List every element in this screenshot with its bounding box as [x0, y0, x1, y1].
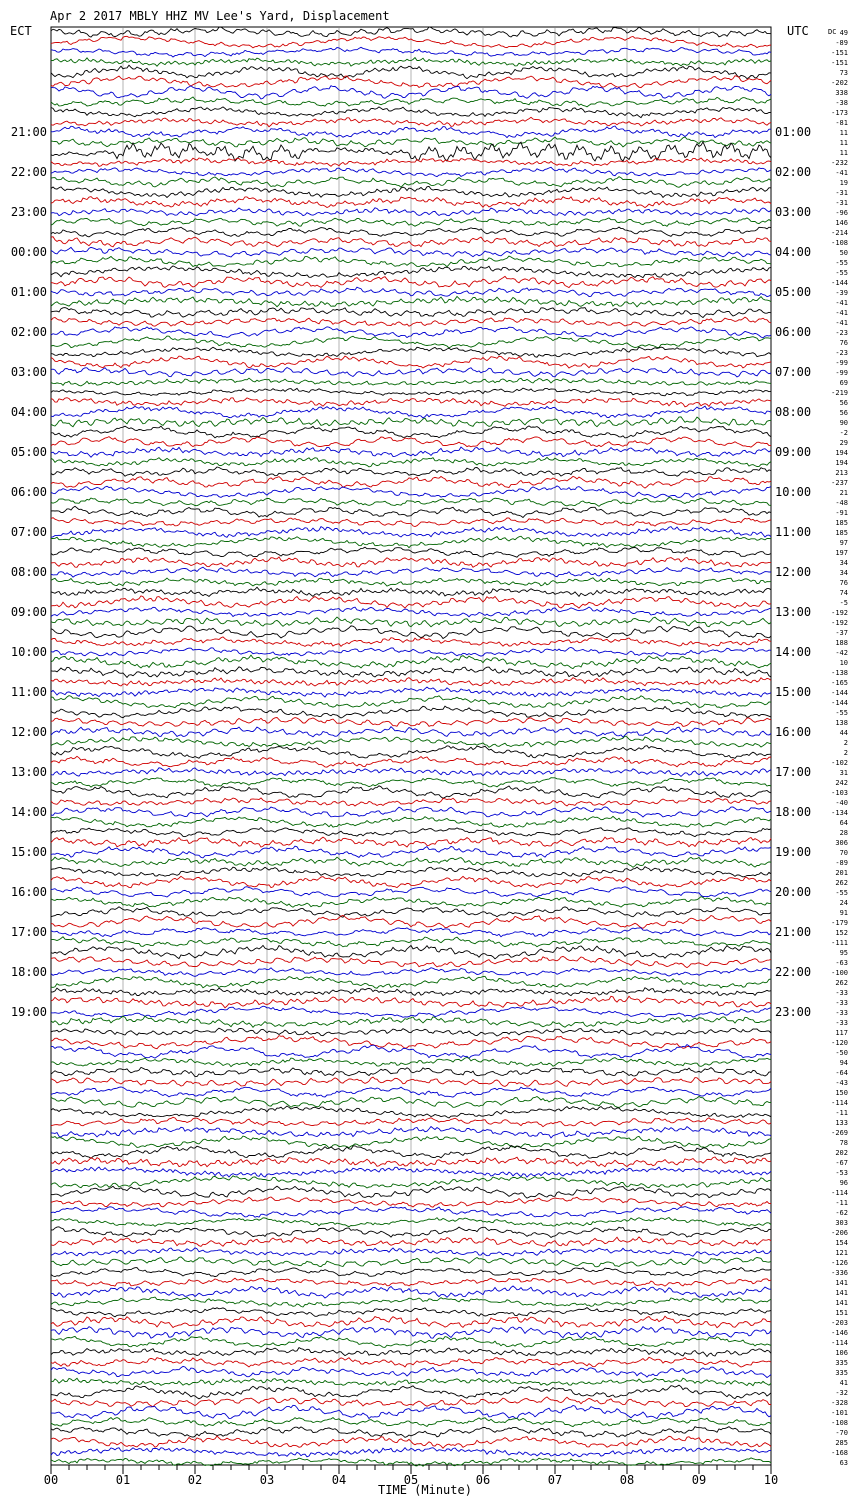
ect-hour-label: 11:00	[10, 685, 47, 699]
dc-offset-label: 63	[839, 1459, 848, 1467]
dc-offset-label: 21	[839, 489, 848, 497]
dc-offset-label: 2	[843, 739, 848, 747]
dc-offset-label: 50	[839, 249, 848, 257]
dc-offset-label: -33	[835, 999, 848, 1007]
dc-offset-label: 306	[835, 839, 848, 847]
dc-offset-label: 194	[835, 449, 848, 457]
x-tick-label: 04	[331, 1473, 347, 1487]
ect-hour-label: 14:00	[10, 805, 47, 819]
dc-offset-label: -31	[835, 199, 848, 207]
dc-offset-label: -5	[839, 599, 848, 607]
dc-offset-label: -41	[835, 169, 848, 177]
dc-offset-label: -81	[835, 119, 848, 127]
dc-offset-label: 197	[835, 549, 848, 557]
x-tick-label: 05	[403, 1473, 419, 1487]
ect-hour-label: 22:00	[10, 165, 47, 179]
dc-offset-label: -41	[835, 319, 848, 327]
utc-hour-label: 13:00	[775, 605, 812, 619]
dc-offset-label: -64	[835, 1069, 848, 1077]
ect-hour-label: 06:00	[10, 485, 47, 499]
ect-hour-label: 03:00	[10, 365, 47, 379]
dc-offset-label: 56	[839, 409, 848, 417]
utc-hour-label: 11:00	[775, 525, 812, 539]
dc-offset-label: 185	[835, 529, 848, 537]
dc-offset-label: 242	[835, 779, 848, 787]
dc-offset-label: 133	[835, 1119, 848, 1127]
dc-offset-label: 152	[835, 929, 848, 937]
x-axis-label: TIME (Minute)	[378, 1483, 472, 1497]
dc-offset-label: -43	[835, 1079, 848, 1087]
dc-offset-label: -70	[835, 1429, 848, 1437]
dc-offset-label: 106	[835, 1349, 848, 1357]
dc-offset-label: -42	[835, 649, 848, 657]
dc-offset-label: -192	[831, 619, 848, 627]
dc-offset-label: 94	[839, 1059, 848, 1067]
ect-hour-label: 16:00	[10, 885, 47, 899]
x-tick-label: 00	[43, 1473, 59, 1487]
dc-offset-label: -206	[831, 1229, 848, 1237]
dc-offset-label: 150	[835, 1089, 848, 1097]
dc-offset-label: 96	[839, 1179, 848, 1187]
utc-hour-label: 10:00	[775, 485, 812, 499]
dc-offset-label: 90	[839, 419, 848, 427]
ect-hour-label: 09:00	[10, 605, 47, 619]
utc-hour-labels	[775, 125, 811, 1019]
dc-offset-label: -33	[835, 1009, 848, 1017]
x-tick-label: 03	[259, 1473, 275, 1487]
x-tick-label: 08	[619, 1473, 635, 1487]
dc-offset-label: -100	[831, 969, 848, 977]
dc-offset-label: -103	[831, 789, 848, 797]
dc-offset-label: -53	[835, 1169, 848, 1177]
dc-offset-label: 262	[835, 979, 848, 987]
dc-offset-label: 141	[835, 1279, 848, 1287]
dc-offset-label: 138	[835, 719, 848, 727]
utc-hour-label: 06:00	[775, 325, 812, 339]
dc-offset-label: -55	[835, 269, 848, 277]
dc-offset-label: -336	[831, 1269, 848, 1277]
dc-offset-label: 2	[843, 749, 848, 757]
dc-offset-label: -37	[835, 629, 848, 637]
utc-hour-label: 18:00	[775, 805, 812, 819]
dc-offset-label: -91	[835, 509, 848, 517]
utc-hour-label: 09:00	[775, 445, 812, 459]
dc-offset-label: -179	[831, 919, 848, 927]
dc-offset-label: -39	[835, 289, 848, 297]
ect-hour-label: 17:00	[10, 925, 47, 939]
dc-offset-label: -89	[835, 39, 848, 47]
dc-offset-label: -11	[835, 1109, 848, 1117]
dc-offset-label: -114	[831, 1189, 848, 1197]
dc-offset-label: -168	[831, 1449, 848, 1457]
utc-hour-label: 21:00	[775, 925, 812, 939]
dc-offset-label: -55	[835, 889, 848, 897]
dc-offset-label: -63	[835, 959, 848, 967]
dc-offset-label: 262	[835, 879, 848, 887]
dc-offset-label: 11	[839, 149, 848, 157]
ect-hour-label: 10:00	[10, 645, 47, 659]
dc-offset-label: 78	[839, 1139, 848, 1147]
dc-offset-label: 97	[839, 539, 848, 547]
ect-hour-label: 00:00	[10, 245, 47, 259]
dc-offset-label: -126	[831, 1259, 848, 1267]
dc-offset-label: -114	[831, 1099, 848, 1107]
dc-offset-label: -134	[831, 809, 848, 817]
dc-offset-label: -38	[835, 99, 848, 107]
dc-offset-label: 44	[839, 729, 848, 737]
dc-offset-label: -48	[835, 499, 848, 507]
ect-hour-label: 08:00	[10, 565, 47, 579]
dc-offset-label: -111	[831, 939, 848, 947]
ect-hour-label: 18:00	[10, 965, 47, 979]
x-tick-label: 06	[475, 1473, 491, 1487]
dc-offset-label: -32	[835, 1389, 848, 1397]
dc-offset-label: 70	[839, 849, 848, 857]
dc-offset-label: -101	[831, 1409, 848, 1417]
dc-offset-label: -62	[835, 1209, 848, 1217]
dc-offset-label: 154	[835, 1239, 848, 1247]
dc-offset-labels	[831, 29, 848, 1467]
dc-offset-label: -202	[831, 79, 848, 87]
utc-hour-label: 08:00	[775, 405, 812, 419]
ect-hour-label: 23:00	[10, 205, 47, 219]
utc-hour-label: 07:00	[775, 365, 812, 379]
dc-offset-label: -328	[831, 1399, 848, 1407]
dc-offset-label: 49	[839, 29, 848, 37]
dc-offset-label: -203	[831, 1319, 848, 1327]
utc-hour-label: 01:00	[775, 125, 812, 139]
dc-offset-label: -114	[831, 1339, 848, 1347]
dc-offset-label: 64	[839, 819, 848, 827]
ect-hour-label: 04:00	[10, 405, 47, 419]
dc-offset-label: 117	[835, 1029, 848, 1037]
dc-offset-label: 201	[835, 869, 848, 877]
dc-offset-label: -99	[835, 369, 848, 377]
dc-offset-label: 338	[835, 89, 848, 97]
dc-offset-label: 91	[839, 909, 848, 917]
dc-offset-label: 121	[835, 1249, 848, 1257]
dc-offset-label: 185	[835, 519, 848, 527]
ect-hour-labels	[11, 125, 47, 1019]
dc-offset-label: 24	[839, 899, 848, 907]
dc-offset-label: -151	[831, 59, 848, 67]
ect-hour-label: 01:00	[10, 285, 47, 299]
minute-gridlines	[123, 27, 699, 1465]
dc-offset-label: -173	[831, 109, 848, 117]
ect-hour-label: 21:00	[10, 125, 47, 139]
utc-hour-label: 14:00	[775, 645, 812, 659]
dc-offset-label: -120	[831, 1039, 848, 1047]
dc-offset-label: -214	[831, 229, 848, 237]
dc-offset-label: -144	[831, 699, 848, 707]
dc-offset-label: -144	[831, 689, 848, 697]
dc-offset-label: -41	[835, 309, 848, 317]
dc-offset-label: 202	[835, 1149, 848, 1157]
x-tick-label: 07	[547, 1473, 563, 1487]
dc-offset-label: -99	[835, 359, 848, 367]
dc-offset-label: 76	[839, 339, 848, 347]
dc-offset-label: 213	[835, 469, 848, 477]
ect-hour-label: 19:00	[10, 1005, 47, 1019]
dc-offset-label: -96	[835, 209, 848, 217]
dc-offset-label: 151	[835, 1309, 848, 1317]
x-tick-label: 09	[691, 1473, 707, 1487]
ect-hour-label: 13:00	[10, 765, 47, 779]
ect-hour-label: 15:00	[10, 845, 47, 859]
dc-offset-label: 29	[839, 439, 848, 447]
dc-offset-label: 10	[839, 659, 848, 667]
dc-offset-label: -23	[835, 349, 848, 357]
dc-offset-label: 11	[839, 129, 848, 137]
dc-offset-label: -102	[831, 759, 848, 767]
dc-offset-label: -67	[835, 1159, 848, 1167]
dc-offset-label: 76	[839, 579, 848, 587]
dc-offset-label: -151	[831, 49, 848, 57]
dc-offset-label: -55	[835, 709, 848, 717]
dc-offset-label: -232	[831, 159, 848, 167]
dc-offset-label: -50	[835, 1049, 848, 1057]
dc-offset-label: -11	[835, 1199, 848, 1207]
utc-hour-label: 03:00	[775, 205, 812, 219]
dc-offset-label: -41	[835, 299, 848, 307]
dc-offset-label: 19	[839, 179, 848, 187]
ect-hour-label: 05:00	[10, 445, 47, 459]
dc-offset-label: -144	[831, 279, 848, 287]
dc-offset-label: 188	[835, 639, 848, 647]
dc-offset-label: 31	[839, 769, 848, 777]
dc-offset-label: -237	[831, 479, 848, 487]
right-axis-label: UTC	[787, 24, 809, 38]
dc-offset-label: 146	[835, 219, 848, 227]
utc-hour-label: 16:00	[775, 725, 812, 739]
dc-offset-label: 303	[835, 1219, 848, 1227]
dc-offset-label: -138	[831, 669, 848, 677]
dc-offset-label: 141	[835, 1299, 848, 1307]
dc-offset-label: 335	[835, 1359, 848, 1367]
x-tick-label: 01	[115, 1473, 131, 1487]
dc-offset-label: -40	[835, 799, 848, 807]
dc-offset-label: -33	[835, 1019, 848, 1027]
dc-offset-label: -33	[835, 989, 848, 997]
utc-hour-label: 15:00	[775, 685, 812, 699]
dc-header: DC	[828, 28, 837, 36]
dc-offset-label: -23	[835, 329, 848, 337]
dc-offset-label: 74	[839, 589, 848, 597]
left-axis-label: ECT	[10, 24, 32, 38]
dc-offset-label: 41	[839, 1379, 848, 1387]
dc-offset-label: -219	[831, 389, 848, 397]
dc-offset-label: -31	[835, 189, 848, 197]
dc-offset-label: 11	[839, 139, 848, 147]
dc-offset-label: -192	[831, 609, 848, 617]
dc-offset-label: 28	[839, 829, 848, 837]
ect-hour-label: 12:00	[10, 725, 47, 739]
utc-hour-label: 17:00	[775, 765, 812, 779]
dc-offset-label: 34	[839, 569, 848, 577]
x-tick-label: 10	[763, 1473, 779, 1487]
dc-offset-label: 95	[839, 949, 848, 957]
ect-hour-label: 07:00	[10, 525, 47, 539]
dc-offset-label: -55	[835, 259, 848, 267]
dc-offset-label: -269	[831, 1129, 848, 1137]
dc-offset-label: 194	[835, 459, 848, 467]
chart-title: Apr 2 2017 MBLY HHZ MV Lee's Yard, Displacement	[50, 9, 390, 23]
utc-hour-label: 12:00	[775, 565, 812, 579]
x-tick-label: 02	[187, 1473, 203, 1487]
dc-offset-label: 69	[839, 379, 848, 387]
utc-hour-label: 22:00	[775, 965, 812, 979]
dc-offset-label: 335	[835, 1369, 848, 1377]
dc-offset-label: 141	[835, 1289, 848, 1297]
dc-offset-label: -2	[839, 429, 848, 437]
utc-hour-label: 02:00	[775, 165, 812, 179]
dc-offset-label: 285	[835, 1439, 848, 1447]
dc-offset-label: -108	[831, 1419, 848, 1427]
dc-offset-label: -89	[835, 859, 848, 867]
dc-offset-label: 34	[839, 559, 848, 567]
utc-hour-label: 23:00	[775, 1005, 812, 1019]
utc-hour-label: 04:00	[775, 245, 812, 259]
dc-offset-label: -108	[831, 239, 848, 247]
utc-hour-label: 20:00	[775, 885, 812, 899]
dc-offset-label: 56	[839, 399, 848, 407]
dc-offset-label: 73	[839, 69, 848, 77]
utc-hour-label: 05:00	[775, 285, 812, 299]
dc-offset-label: -146	[831, 1329, 848, 1337]
utc-hour-label: 19:00	[775, 845, 812, 859]
dc-offset-label: -165	[831, 679, 848, 687]
ect-hour-label: 02:00	[10, 325, 47, 339]
